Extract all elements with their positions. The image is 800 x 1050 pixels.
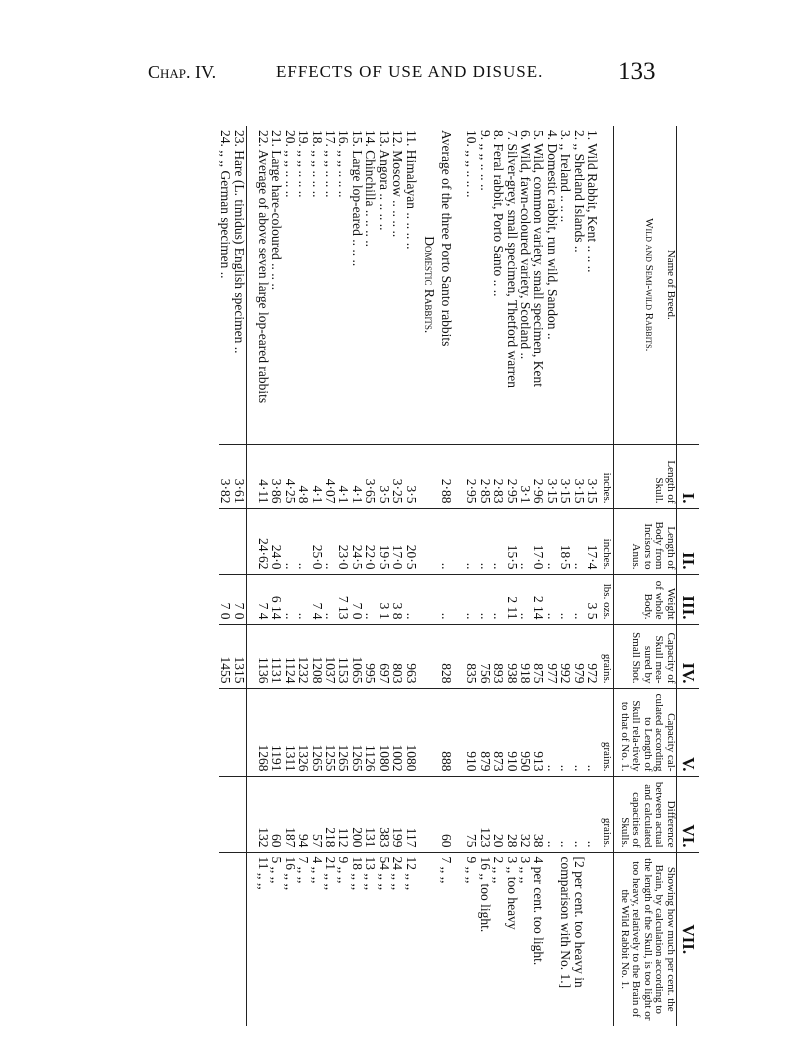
- domestic-section-heading: Domestic Rabbits.: [418, 126, 440, 444]
- breed-name: 23. Hare (L. timidus) English specimen ..: [232, 126, 246, 444]
- cell-col-7: 18 ,, ,,: [349, 856, 365, 891]
- cell-col-6: 57: [310, 776, 323, 852]
- breed-name: 17. ,, ,, .. .. ..: [324, 126, 337, 444]
- cell-col-5: 879: [478, 688, 491, 776]
- header-col-5: Capacity cal-culated according to Length of Skull rela-tively to that of No. 1.: [614, 688, 677, 776]
- cell-col-5: 910: [465, 688, 478, 776]
- table-row: [465, 126, 478, 1026]
- cell-col-7: 3 ,, ,,: [517, 856, 533, 884]
- cell-col-7: 9 ,, ,,: [464, 856, 480, 884]
- cell-col-4: 1136: [257, 624, 270, 688]
- cell-col-3: 3 8: [391, 574, 404, 624]
- cell-col-6: 123: [478, 776, 491, 852]
- header-col-3: Weight of whole Body.: [614, 574, 677, 624]
- unit-col-2: inches.: [599, 508, 614, 574]
- cell-col-6: [219, 776, 232, 852]
- cell-col-2: 22·0: [364, 508, 377, 574]
- cell-col-3: 3 5: [586, 574, 599, 624]
- cell-col-3: ..: [572, 574, 585, 624]
- breed-name: 6. Wild, fawn-coloured variety, Scotland ..: [519, 126, 532, 444]
- table-row: [404, 126, 417, 1026]
- cell-col-2: 24·0: [270, 508, 283, 574]
- cell-col-1: 4·25: [283, 444, 296, 508]
- cell-col-6: 60: [270, 776, 283, 852]
- cell-col-6: 117: [404, 776, 417, 852]
- section-row: [418, 126, 440, 1026]
- cell-col-7: 21 ,, ,,: [323, 856, 339, 891]
- cell-col-2: ..: [283, 508, 296, 574]
- table-row: [586, 126, 599, 1026]
- units-row: [599, 126, 614, 1026]
- cell-col-7: 5 ,, ,,: [269, 856, 285, 884]
- unit-col-1: inches.: [599, 444, 614, 508]
- cell-col-2: 17·4: [586, 508, 599, 574]
- breed-name: 4. Domestic rabbit, run wild, Sandon ..: [545, 126, 558, 444]
- numeral-7: VII.: [677, 852, 700, 1026]
- spacer-row: [455, 126, 465, 1026]
- cell-col-5: 913: [532, 688, 545, 776]
- cell-col-6: 112: [337, 776, 350, 852]
- cell-col-2: 25·0: [310, 508, 323, 574]
- cell-col-2: ..: [492, 508, 505, 574]
- cell-col-1: 2·88: [440, 444, 455, 508]
- cell-col-1: 3·15: [559, 444, 572, 508]
- cell-col-3: ..: [440, 574, 455, 624]
- cell-col-1: 4·8: [297, 444, 310, 508]
- cell-col-3: ..: [545, 574, 558, 624]
- breed-name: 24. ,, ,, German specimen ..: [219, 126, 232, 444]
- breed-name: Average of the three Porto Santo rabbits: [440, 126, 455, 444]
- cell-col-2: 24·5: [351, 508, 364, 574]
- cell-col-1: 3·25: [391, 444, 404, 508]
- cell-col-1: 3·15: [545, 444, 558, 508]
- cell-col-4: 963: [404, 624, 417, 688]
- rotated-table: [103, 126, 699, 1026]
- cell-col-7: 16 ,, too light.: [477, 856, 493, 933]
- cell-col-4: 1131: [270, 624, 283, 688]
- table-row: [545, 126, 558, 1026]
- cell-col-2: ..: [572, 508, 585, 574]
- breed-name: 18. ,, ,, .. .. ..: [310, 126, 323, 444]
- cell-col-3: ..: [297, 574, 310, 624]
- cell-col-1: 3·15: [572, 444, 585, 508]
- cell-col-4: 1065: [351, 624, 364, 688]
- cell-col-3: 6 14: [270, 574, 283, 624]
- cell-col-4: 979: [572, 624, 585, 688]
- breed-name: 16. ,, ,, .. .. ..: [337, 126, 350, 444]
- unit-col-5: grains.: [599, 688, 614, 776]
- cell-col-7: 16 ,, ,,: [282, 856, 298, 891]
- cell-col-4: 1037: [324, 624, 337, 688]
- cell-col-7: [545, 852, 558, 1026]
- numeral-6: VI.: [677, 776, 700, 852]
- cell-col-3: 7 0: [219, 574, 232, 624]
- cell-col-6: [232, 776, 246, 852]
- cell-col-6: 199: [391, 776, 404, 852]
- average-row: [440, 126, 455, 1026]
- table-row: [519, 126, 532, 1026]
- cell-col-3: 7 13: [337, 574, 350, 624]
- cell-col-2: ..: [478, 508, 491, 574]
- cell-col-3: ..: [364, 574, 377, 624]
- cell-col-1: 4·1: [351, 444, 364, 508]
- table-row: [377, 126, 390, 1026]
- cell-col-6: 28: [505, 776, 518, 852]
- breed-name: 2. ,, Shetland Islands ..: [572, 126, 585, 444]
- numeral-name: [677, 126, 700, 444]
- cell-col-5: 910: [505, 688, 518, 776]
- cell-col-7: 11 ,, ,,: [256, 856, 272, 890]
- table-body: [219, 126, 614, 1026]
- cell-col-2: ..: [440, 508, 455, 574]
- cell-col-7: comparison with No. 1.]: [558, 856, 574, 989]
- running-head: [0, 58, 800, 102]
- cell-col-6: 218: [324, 776, 337, 852]
- cell-col-7: 7 ,, ,,: [438, 856, 454, 884]
- unit-col-6: grains.: [599, 776, 614, 852]
- cell-col-4: 835: [465, 624, 478, 688]
- cell-col-4: 1124: [283, 624, 296, 688]
- cell-col-7: [2 per cent. too heavy in: [571, 856, 587, 988]
- header-name: [614, 126, 677, 444]
- cell-col-1: 3·5: [404, 444, 417, 508]
- cell-col-3: 7 4: [257, 574, 270, 624]
- table-row: [337, 126, 350, 1026]
- cell-col-6: 383: [377, 776, 390, 852]
- cell-col-6: 131: [364, 776, 377, 852]
- cell-col-1: 4·11: [257, 444, 270, 508]
- cell-col-2: ..: [519, 508, 532, 574]
- cell-col-3: ..: [465, 574, 478, 624]
- cell-col-1: 4·1: [310, 444, 323, 508]
- cell-col-2: [232, 508, 246, 574]
- cell-col-2: 24·62: [257, 508, 270, 574]
- cell-col-1: 4·07: [324, 444, 337, 508]
- cell-col-2: 17·0: [391, 508, 404, 574]
- cell-col-4: 756: [478, 624, 491, 688]
- cell-col-5: ..: [586, 688, 599, 776]
- cell-col-7: 13 ,, ,,: [363, 856, 379, 891]
- unit-col-4: grains.: [599, 624, 614, 688]
- cell-col-7: [232, 852, 246, 1026]
- cell-col-5: ..: [572, 688, 585, 776]
- cell-col-5: [219, 688, 232, 776]
- chapter-title: EFFECTS OF USE AND DISUSE.: [276, 62, 544, 81]
- table-row: [364, 126, 377, 1026]
- cell-col-5: 1326: [297, 688, 310, 776]
- cell-col-3: ..: [519, 574, 532, 624]
- cell-col-7: 3 ,, too heavy: [504, 856, 520, 930]
- cell-col-6: 60: [440, 776, 455, 852]
- cell-col-4: 893: [492, 624, 505, 688]
- cell-col-7: 54 ,, ,,: [376, 856, 392, 891]
- table-row: [351, 126, 364, 1026]
- cell-col-1: 2·83: [492, 444, 505, 508]
- cell-col-2: ..: [297, 508, 310, 574]
- cell-col-6: 75: [465, 776, 478, 852]
- cell-col-3: ..: [404, 574, 417, 624]
- cell-col-5: 1080: [404, 688, 417, 776]
- cell-col-6: 32: [519, 776, 532, 852]
- table-row: [219, 126, 232, 1026]
- cell-col-3: ..: [324, 574, 337, 624]
- cell-col-5: 1126: [364, 688, 377, 776]
- cell-col-4: 828: [440, 624, 455, 688]
- table-row: [270, 126, 283, 1026]
- breed-name: 14. Chinchilla .. .. .. ..: [364, 126, 377, 444]
- table-row: [505, 126, 518, 1026]
- rotated-table-area: [103, 126, 699, 1026]
- cell-col-5: 1080: [377, 688, 390, 776]
- breed-name: 15. Large lop-eared .. .. ..: [351, 126, 364, 444]
- numeral-1: I.: [677, 444, 700, 508]
- cell-col-5: 888: [440, 688, 455, 776]
- breed-name: 13. Angora .. .. .. ..: [377, 126, 390, 444]
- cell-col-4: 995: [364, 624, 377, 688]
- cell-col-4: 972: [586, 624, 599, 688]
- cell-col-1: 3·61: [232, 444, 246, 508]
- skull-capacity-table: [219, 126, 699, 1026]
- cell-col-5: 1265: [310, 688, 323, 776]
- cell-col-3: 2 11: [505, 574, 518, 624]
- cell-col-6: 132: [257, 776, 270, 852]
- cell-col-6: ..: [545, 776, 558, 852]
- cell-col-4: 875: [532, 624, 545, 688]
- cell-col-5: ..: [545, 688, 558, 776]
- cell-col-5: 873: [492, 688, 505, 776]
- cell-col-2: 23·0: [337, 508, 350, 574]
- breed-name: 19. ,, ,, .. .. ..: [297, 126, 310, 444]
- cell-col-6: 200: [351, 776, 364, 852]
- numeral-2: II.: [677, 508, 700, 574]
- table-row: [232, 126, 246, 1026]
- cell-col-5: 1265: [351, 688, 364, 776]
- breed-name: 9. ,, ,, .. .. ..: [478, 126, 491, 444]
- breed-name: 11. Himalayan .. .. .. ..: [404, 126, 417, 444]
- table-row: [283, 126, 296, 1026]
- cell-col-2: ..: [465, 508, 478, 574]
- header-col-6: Difference between actual and calculated capacities of Skulls.: [614, 776, 677, 852]
- cell-col-4: 918: [519, 624, 532, 688]
- cell-col-7: 24 ,, ,,: [390, 856, 406, 891]
- cell-col-5: [232, 688, 246, 776]
- cell-col-4: 992: [559, 624, 572, 688]
- unit-col-3: lbs. ozs.: [599, 574, 614, 624]
- cell-col-3: 3 1: [377, 574, 390, 624]
- breed-name: 20. ,, ,, .. .. ..: [283, 126, 296, 444]
- cell-col-5: ..: [559, 688, 572, 776]
- cell-col-2: [219, 508, 232, 574]
- cell-col-1: 2·96: [532, 444, 545, 508]
- cell-col-2: 15·5: [505, 508, 518, 574]
- table-row: [559, 126, 572, 1026]
- cell-col-3: 7 0: [351, 574, 364, 624]
- cell-col-5: 950: [519, 688, 532, 776]
- cell-col-2: 17·0: [532, 508, 545, 574]
- cell-col-3: ..: [492, 574, 505, 624]
- breed-name: 10. ,, ,, .. .. ..: [465, 126, 478, 444]
- wild-section-heading: Wild and Semi-wild Rabbits.: [643, 218, 656, 352]
- cell-col-1: 3·5: [377, 444, 390, 508]
- cell-col-4: 938: [505, 624, 518, 688]
- cell-col-1: 2·95: [505, 444, 518, 508]
- cell-col-3: ..: [478, 574, 491, 624]
- cell-col-6: 38: [532, 776, 545, 852]
- table-row: [532, 126, 545, 1026]
- cell-col-4: 1232: [297, 624, 310, 688]
- header-col-4: Capacity of Skull mea-sured by Small Shot.: [614, 624, 677, 688]
- cell-col-7: [586, 852, 599, 1026]
- cell-col-2: 18·5: [559, 508, 572, 574]
- cell-col-1: 3·1: [519, 444, 532, 508]
- cell-col-2: ..: [324, 508, 337, 574]
- cell-col-6: ..: [572, 776, 585, 852]
- cell-col-1: 4·1: [337, 444, 350, 508]
- numeral-3: III.: [677, 574, 700, 624]
- cell-col-6: 20: [492, 776, 505, 852]
- cell-col-4: 1208: [310, 624, 323, 688]
- cell-col-5: 1255: [324, 688, 337, 776]
- cell-col-1: 2·95: [465, 444, 478, 508]
- cell-col-6: 94: [297, 776, 310, 852]
- cell-col-3: 7 4: [310, 574, 323, 624]
- cell-col-5: 1191: [270, 688, 283, 776]
- breed-name: 3. ,, Ireland .. .. ..: [559, 126, 572, 444]
- cell-col-5: 1268: [257, 688, 270, 776]
- cell-col-1: 3·15: [586, 444, 599, 508]
- cell-col-3: ..: [283, 574, 296, 624]
- table-row: [310, 126, 323, 1026]
- cell-col-4: 1315: [232, 624, 246, 688]
- cell-col-1: 2·85: [478, 444, 491, 508]
- cell-col-6: ..: [586, 776, 599, 852]
- header-col-7: Showing how much per cent. the Brain, by calculation according to the length of the Skull, is too light or too heavy, relatively to the Brain of the Wild Rabbit No. 1.: [614, 852, 677, 1026]
- breed-name: 5. Wild, common variety, small specimen, Kent: [532, 126, 545, 444]
- table-row: [572, 126, 585, 1026]
- breed-name: 12. Moscow .. .. .. ..: [391, 126, 404, 444]
- cell-col-7: 12 ,, ,,: [403, 856, 419, 891]
- cell-col-5: 1265: [337, 688, 350, 776]
- table-row: [478, 126, 491, 1026]
- cell-col-6: 187: [283, 776, 296, 852]
- header-col-1: Length of Skull.: [614, 444, 677, 508]
- cell-col-3: 7 0: [232, 574, 246, 624]
- header-name-label: Name of Breed.: [665, 249, 677, 320]
- cell-col-1: 3·86: [270, 444, 283, 508]
- cell-col-2: 20·5: [404, 508, 417, 574]
- chapter-label: Chap. IV.: [148, 62, 217, 82]
- column-headers: [614, 126, 677, 1026]
- cell-col-5: 1311: [283, 688, 296, 776]
- column-numerals: [677, 126, 700, 1026]
- cell-col-4: 697: [377, 624, 390, 688]
- cell-col-2: 19·5: [377, 508, 390, 574]
- cell-col-6: ..: [559, 776, 572, 852]
- breed-name: 1. Wild Rabbit, Kent .. .. ..: [586, 126, 599, 444]
- numeral-4: IV.: [677, 624, 700, 688]
- cell-col-1: 3·82: [219, 444, 232, 508]
- cell-col-7: 9 ,, ,,: [336, 856, 352, 884]
- header-col-2: Length of Body from Incisors to Anus.: [614, 508, 677, 574]
- table-row: [324, 126, 337, 1026]
- cell-col-2: ..: [545, 508, 558, 574]
- cell-col-7: 2 ,, ,,: [491, 856, 507, 884]
- breed-name: 7. Silver-grey, small specimen, Thetford warren: [505, 126, 518, 444]
- cell-col-7: [219, 852, 232, 1026]
- cell-col-4: 977: [545, 624, 558, 688]
- breed-name: 21. Large hare-coloured .. .. ..: [270, 126, 283, 444]
- cell-col-5: 1002: [391, 688, 404, 776]
- table-row: [492, 126, 505, 1026]
- numeral-5: V.: [677, 688, 700, 776]
- cell-col-4: 803: [391, 624, 404, 688]
- table-row: [297, 126, 310, 1026]
- cell-col-3: 2 14: [532, 574, 545, 624]
- breed-name: 8. Feral rabbit, Porto Santo .. ..: [492, 126, 505, 444]
- cell-col-7: 4 per cent. too light.: [531, 856, 547, 966]
- cell-col-4: 1153: [337, 624, 350, 688]
- breed-name: 22. Average of above seven large lop-eared rabbits: [257, 126, 270, 444]
- cell-col-1: 3·65: [364, 444, 377, 508]
- page-number: 133: [618, 58, 656, 85]
- cell-col-7: 4 ,, ,,: [309, 856, 325, 884]
- cell-col-4: 1455: [219, 624, 232, 688]
- cell-col-3: ..: [559, 574, 572, 624]
- table-row: [391, 126, 404, 1026]
- cell-col-7: 7 ,, ,,: [296, 856, 312, 884]
- table-row: [257, 126, 270, 1026]
